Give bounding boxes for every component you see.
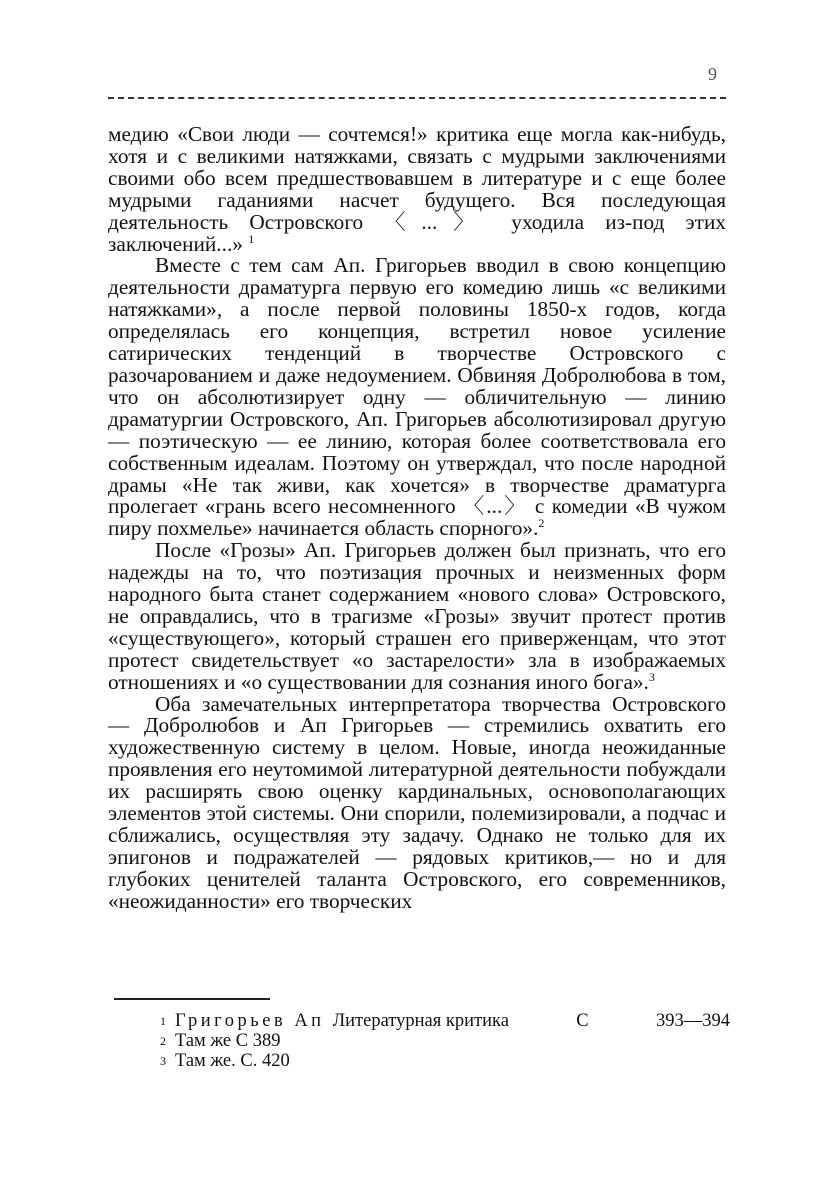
paragraph-2 [108,255,726,540]
footnote-3-text: Там же. С. 420 [175,1051,290,1071]
footnote-mark-1: 1 [160,1014,166,1028]
footnote-2 [160,1031,730,1051]
footnote-ref-2: 2 [538,516,545,531]
footnote-1-title: Литературная критика [332,1011,509,1031]
footnote-mark-2: 2 [160,1034,166,1048]
footnote-mark-3: 3 [160,1054,166,1068]
paragraph-1-text: медию «Свои люди — сочтемся!» критика еще могла как-нибудь, хотя и с великими натяжками, связать с мудрыми заключениями своими обо всем предшествовавшем в литературе и с еще более мудрыми гаданиями насчет будущего. Вся последующая деятельность Островского 〈...〉 уходила из-под этих заключений...» [108,122,726,256]
paragraph-3 [108,540,726,693]
footnote-3 [160,1051,730,1071]
paragraph-2-text: Вместе с тем сам Ап. Григорьев вводил в свою концепцию деятельности драматурга первую его комедию лишь «с великими натяжками», а после первой половины 1850-х годов, когда определялась его концепция, встретил новое усиление сатирических тенденций в творчестве Островского с разочарованием и даже недоумением. Обвиняя Добролюбова в том, что он абсолютизирует одну — обличительную — линию драматургии Островского, Ап. Григорьев абсолютизировал другую — поэтическую — ее линию, которая более соответствовала его собственным идеалам. Поэтому он утверждал, что после народной драмы «Не так живи, как хочется» в творчестве драматурга пролегает «грань всего несомненного 〈...〉 с комедии «В чужом пиру похмелье» начинается область спорного». [108,253,726,541]
footnote-1-author: Григорьев Ап [175,1011,325,1031]
footnote-ref-1: 1 [248,231,255,246]
footnote-1-source [325,1011,730,1031]
footnote-ref-3: 3 [648,669,655,684]
footnote-separator [114,998,270,1000]
paragraph-1 [108,124,726,255]
paragraph-4-text: Оба замечательных интерпретатора творчества Островского — Добролюбов и Ап Григорьев — стремились охватить его художественную систему в целом. Новые, иногда неожиданные проявления его неутомимой литературной деятельности побуждали их расширять свою оценку кардинальных, основополагающих элементов этой системы. Они спорили, полемизировали, а подчас и сближались, осуществляя эту задачу. Однако не только для их эпигонов и подражателей — рядовых критиков,— но и для глубоких ценителей таланта Островского, его современников, «неожиданности» его творческих [108,691,726,913]
header-rule [108,97,726,99]
footnote-1-volume: С [576,1011,589,1031]
footnote-1-pages: 393—394 [656,1011,730,1031]
footnote-1 [160,1011,730,1031]
paragraph-4 [108,691,726,913]
footnotes [160,1011,730,1071]
body-text [108,124,726,913]
footnote-2-text: Там же С 389 [175,1031,281,1051]
paragraph-3-text: После «Грозы» Ап. Григорьев должен был признать, что его надежды на то, что поэтизация прочных и неизменных форм народного быта станет содержанием «нового слова» Островского, не оправдались, что в трагизме «Грозы» звучит протест против «существующего», который страшен его приверженцам, что этот протест свидетельствует «о застарелости» зла в изображаемых отношениях и «о существовании для сознания иного бога». [108,538,726,694]
page-number: 9 [708,64,717,84]
